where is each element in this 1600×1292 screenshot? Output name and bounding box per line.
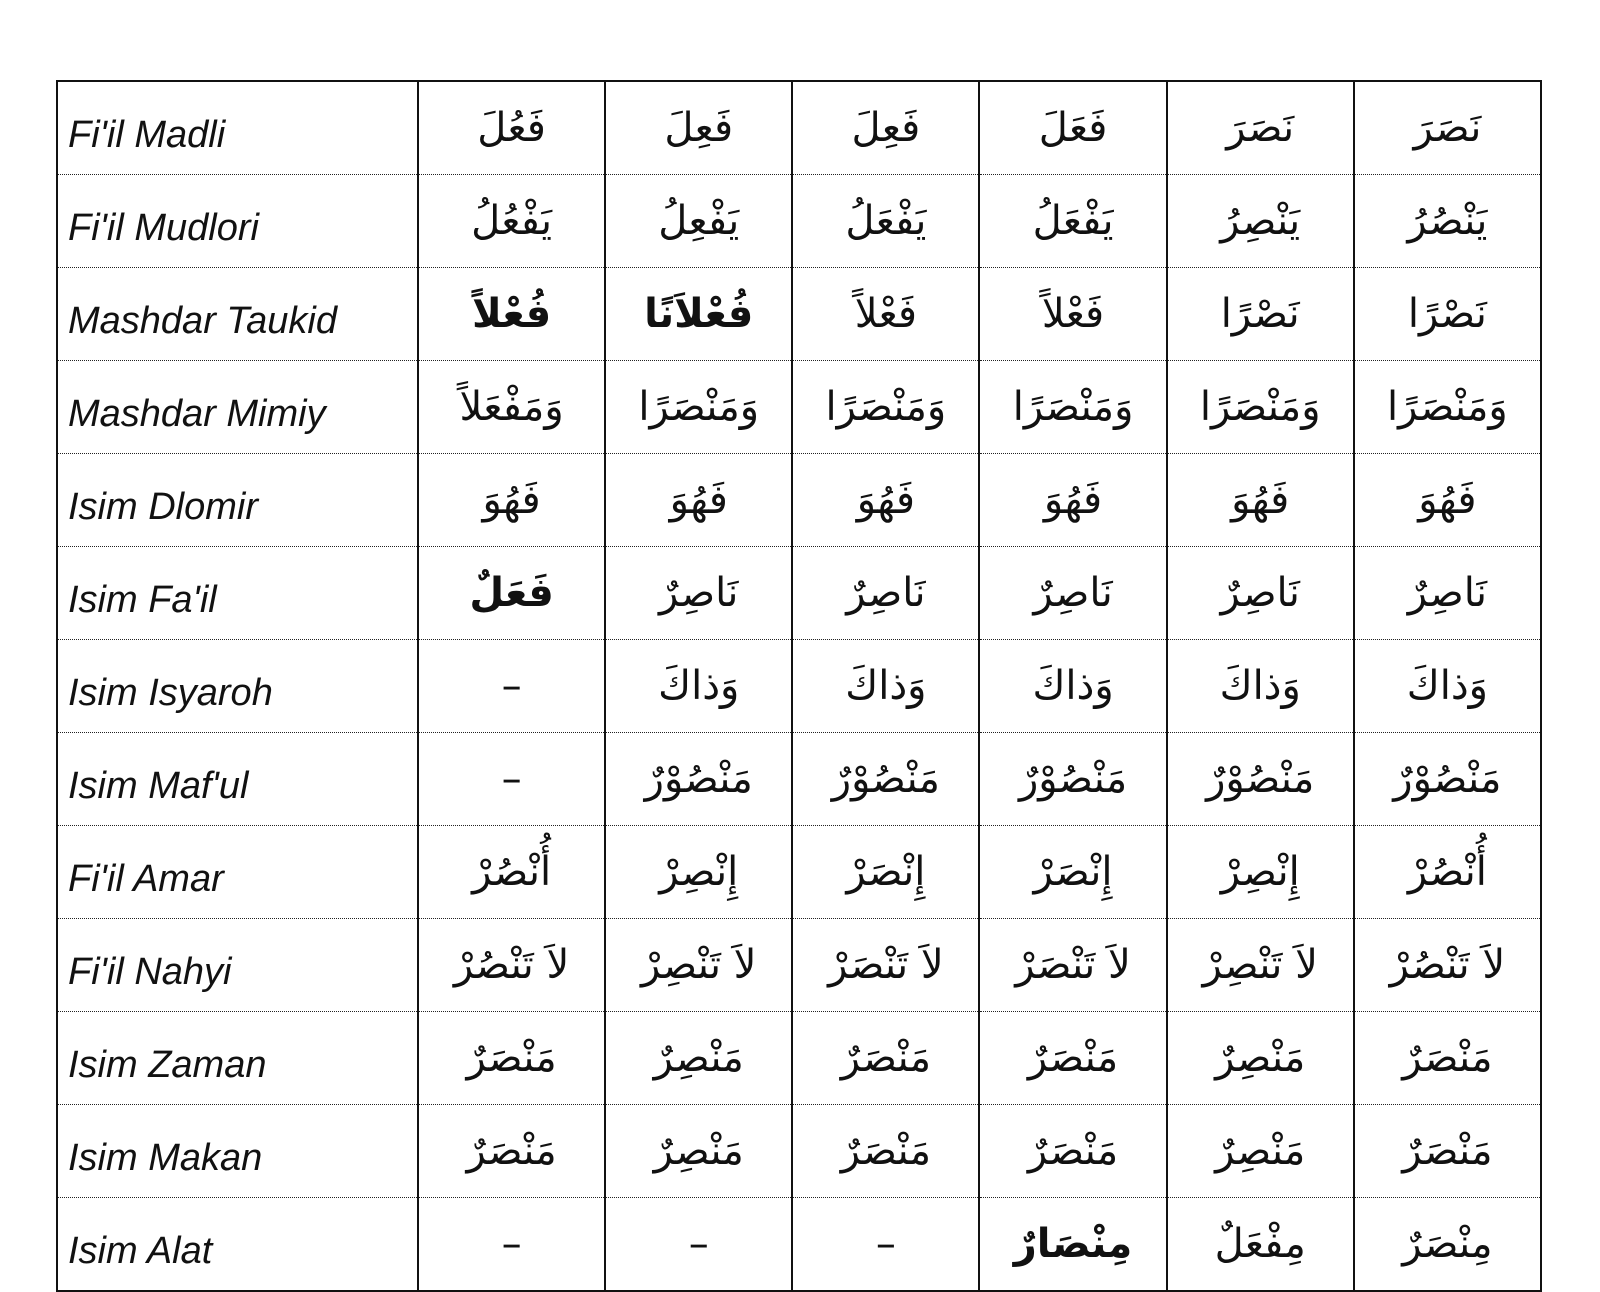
arabic-cell: وَمَنْصَرًا <box>1354 361 1541 454</box>
arabic-cell: فَهُوَ <box>792 454 979 547</box>
arabic-cell: مَنْصِرٌ <box>605 1105 792 1198</box>
arabic-cell: يَفْعُلُ <box>418 175 605 268</box>
arabic-cell: مَنْصُوْرٌ <box>1354 733 1541 826</box>
arabic-cell: إِنْصِرْ <box>605 826 792 919</box>
arabic-cell: وَمَفْعَلاً <box>418 361 605 454</box>
arabic-cell: مَنْصَرٌ <box>1354 1105 1541 1198</box>
arabic-cell: لاَ تَنْصِرْ <box>1167 919 1354 1012</box>
arabic-cell: – <box>418 733 605 826</box>
arabic-cell: مِفْعَلٌ <box>1167 1198 1354 1292</box>
arabic-cell: مَنْصُوْرٌ <box>1167 733 1354 826</box>
arabic-cell: يَفْعِلُ <box>605 175 792 268</box>
arabic-cell: فَهُوَ <box>979 454 1166 547</box>
arabic-cell: يَفْعَلُ <box>792 175 979 268</box>
arabic-cell: فَعِلَ <box>792 81 979 175</box>
table-row <box>57 1198 1541 1292</box>
arabic-cell: وَذاكَ <box>1354 640 1541 733</box>
table-row <box>57 81 1541 175</box>
row-label: Isim Makan <box>57 1105 418 1198</box>
arabic-cell: وَذاكَ <box>979 640 1166 733</box>
tasrif-table <box>56 80 1542 1292</box>
arabic-cell: لاَ تَنْصَرْ <box>792 919 979 1012</box>
arabic-cell: مِنْصَارٌ <box>979 1198 1166 1292</box>
arabic-cell: وَذاكَ <box>792 640 979 733</box>
arabic-cell: إِنْصَرْ <box>979 826 1166 919</box>
arabic-cell: يَنْصِرُ <box>1167 175 1354 268</box>
table-row <box>57 547 1541 640</box>
arabic-cell: لاَ تَنْصُرْ <box>418 919 605 1012</box>
table-row <box>57 826 1541 919</box>
arabic-cell: نَاصِرٌ <box>979 547 1166 640</box>
row-label: Fi'il Mudlori <box>57 175 418 268</box>
row-label: Isim Isyaroh <box>57 640 418 733</box>
arabic-cell: لاَ تَنْصُرْ <box>1354 919 1541 1012</box>
arabic-cell: وَمَنْصَرًا <box>979 361 1166 454</box>
row-label: Fi'il Madli <box>57 81 418 175</box>
arabic-cell: – <box>605 1198 792 1292</box>
arabic-cell: نَصَرَ <box>1354 81 1541 175</box>
arabic-cell: مَنْصَرٌ <box>418 1105 605 1198</box>
arabic-cell: نَصْرًا <box>1167 268 1354 361</box>
arabic-cell: أُنْصُرْ <box>418 826 605 919</box>
arabic-cell: مِنْصَرٌ <box>1354 1198 1541 1292</box>
arabic-cell: نَاصِرٌ <box>792 547 979 640</box>
arabic-cell: مَنْصَرٌ <box>792 1012 979 1105</box>
arabic-cell: فَهُوَ <box>605 454 792 547</box>
table-row <box>57 640 1541 733</box>
arabic-cell: مَنْصُوْرٌ <box>605 733 792 826</box>
arabic-cell: مَنْصِرٌ <box>1167 1012 1354 1105</box>
arabic-cell: مَنْصَرٌ <box>1354 1012 1541 1105</box>
arabic-cell: نَاصِرٌ <box>1354 547 1541 640</box>
arabic-cell: يَفْعَلُ <box>979 175 1166 268</box>
arabic-cell: يَنْصُرُ <box>1354 175 1541 268</box>
arabic-cell: فُعْلاً <box>418 268 605 361</box>
arabic-cell: – <box>418 1198 605 1292</box>
arabic-cell: نَصَرَ <box>1167 81 1354 175</box>
row-label: Isim Dlomir <box>57 454 418 547</box>
arabic-cell: مَنْصَرٌ <box>792 1105 979 1198</box>
row-label: Isim Alat <box>57 1198 418 1292</box>
row-label: Isim Fa'il <box>57 547 418 640</box>
arabic-cell: مَنْصِرٌ <box>1167 1105 1354 1198</box>
arabic-cell: وَمَنْصَرًا <box>1167 361 1354 454</box>
arabic-cell: فَعُلَ <box>418 81 605 175</box>
arabic-cell: مَنْصَرٌ <box>979 1012 1166 1105</box>
table-row <box>57 1105 1541 1198</box>
table-row <box>57 454 1541 547</box>
arabic-cell: نَاصِرٌ <box>1167 547 1354 640</box>
arabic-cell: فَعِلَ <box>605 81 792 175</box>
arabic-cell: فَعَلٌ <box>418 547 605 640</box>
row-label: Isim Maf'ul <box>57 733 418 826</box>
arabic-cell: فَهُوَ <box>1167 454 1354 547</box>
tasrif-table-body <box>57 81 1541 1291</box>
arabic-cell: فَهُوَ <box>418 454 605 547</box>
table-row <box>57 733 1541 826</box>
table-row <box>57 268 1541 361</box>
arabic-cell: فَعْلاً <box>792 268 979 361</box>
arabic-cell: فَعْلاً <box>979 268 1166 361</box>
arabic-cell: مَنْصَرٌ <box>979 1105 1166 1198</box>
row-label: Isim Zaman <box>57 1012 418 1105</box>
arabic-cell: أُنْصُرْ <box>1354 826 1541 919</box>
arabic-cell: إِنْصَرْ <box>792 826 979 919</box>
arabic-cell: لاَ تَنْصِرْ <box>605 919 792 1012</box>
arabic-cell: فَهُوَ <box>1354 454 1541 547</box>
arabic-cell: نَاصِرٌ <box>605 547 792 640</box>
table-row <box>57 175 1541 268</box>
arabic-cell: وَذاكَ <box>1167 640 1354 733</box>
arabic-cell: مَنْصَرٌ <box>418 1012 605 1105</box>
row-label: Mashdar Taukid <box>57 268 418 361</box>
arabic-cell: نَصْرًا <box>1354 268 1541 361</box>
arabic-cell: فُعْلاَنًا <box>605 268 792 361</box>
arabic-cell: – <box>418 640 605 733</box>
table-row <box>57 1012 1541 1105</box>
row-label: Fi'il Nahyi <box>57 919 418 1012</box>
arabic-cell: وَمَنْصَرًا <box>605 361 792 454</box>
arabic-cell: لاَ تَنْصَرْ <box>979 919 1166 1012</box>
arabic-cell: – <box>792 1198 979 1292</box>
arabic-cell: وَذاكَ <box>605 640 792 733</box>
arabic-cell: مَنْصِرٌ <box>605 1012 792 1105</box>
arabic-cell: مَنْصُوْرٌ <box>979 733 1166 826</box>
arabic-cell: إِنْصِرْ <box>1167 826 1354 919</box>
table-row <box>57 361 1541 454</box>
table-row <box>57 919 1541 1012</box>
arabic-cell: فَعَلَ <box>979 81 1166 175</box>
arabic-cell: وَمَنْصَرًا <box>792 361 979 454</box>
row-label: Fi'il Amar <box>57 826 418 919</box>
row-label: Mashdar Mimiy <box>57 361 418 454</box>
arabic-cell: مَنْصُوْرٌ <box>792 733 979 826</box>
